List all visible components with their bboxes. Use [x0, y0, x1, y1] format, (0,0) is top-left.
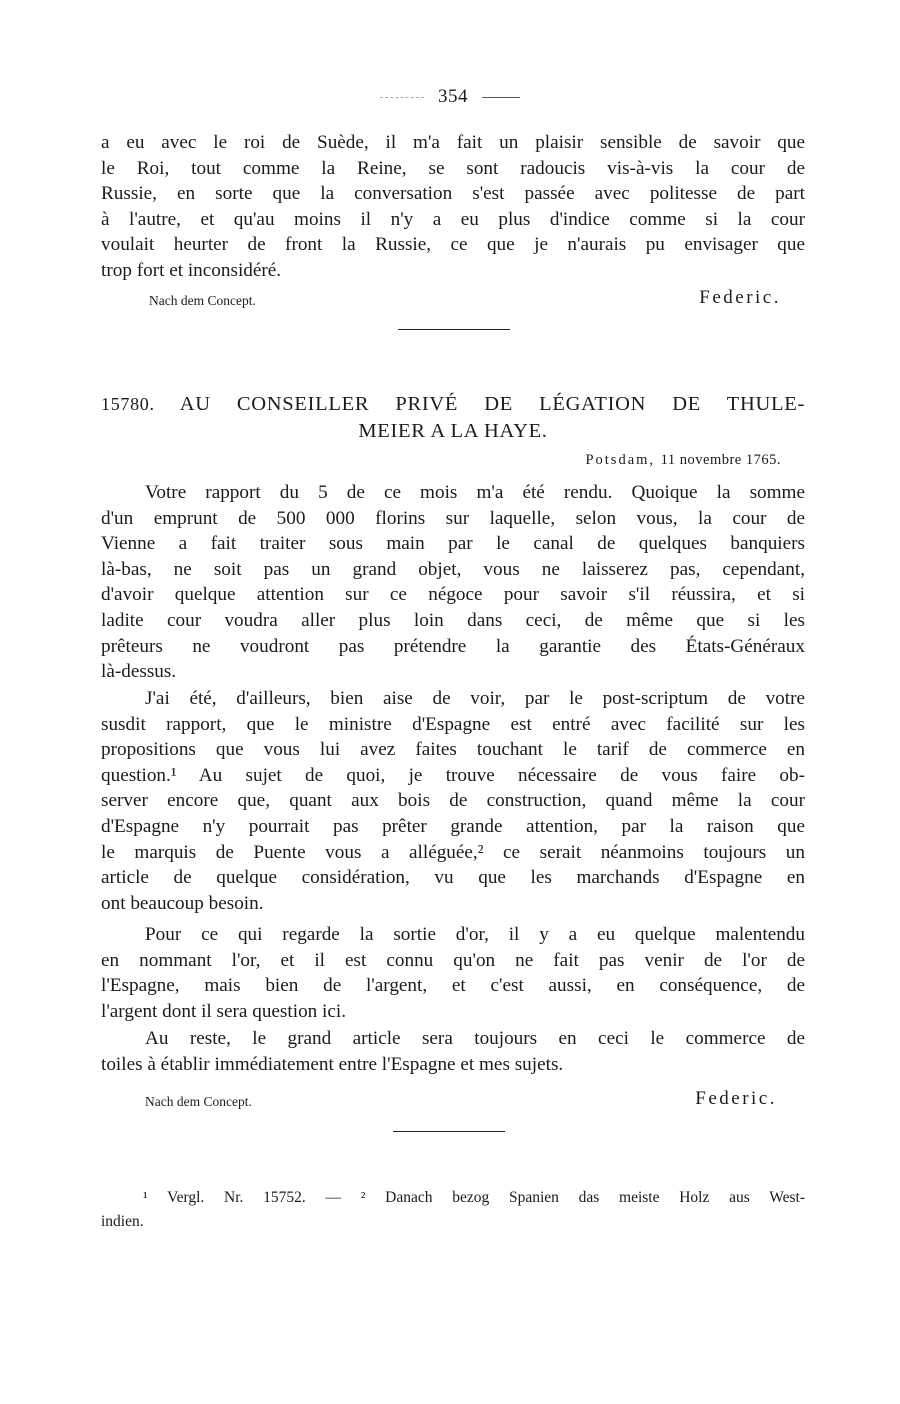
footnote-line: ¹ Vergl. Nr. 15752. — ² Danach bezog Spanien das meiste Holz aus West- [143, 1189, 805, 1206]
text-line: J'ai été, d'ailleurs, bien aise de voir, par le post-scriptum de votre [145, 688, 805, 709]
header-rule-left [380, 97, 424, 98]
text-line: toiles à établir immédiatement entre l'Espagne et mes sujets. [101, 1053, 564, 1075]
section-divider [398, 329, 510, 330]
footnotes [101, 1186, 805, 1234]
text-line: Votre rapport du 5 de ce mois m'a été rendu. Quoique la somme [145, 482, 805, 503]
paragraph-1 [101, 480, 805, 685]
text-line: d'Espagne n'y pourrait pas prêter grande attention, par la raison que [101, 815, 805, 837]
text-line: voulait heurter de front la Russie, ce que je n'aurais pu envisager que [101, 234, 805, 256]
text-line: le marquis de Puente vous a alléguée,² ce serait néanmoins toujours un [101, 841, 805, 863]
section-divider [393, 1131, 505, 1132]
paragraph-4 [101, 1026, 805, 1077]
text-line: l'argent dont il sera question ici. [101, 1000, 347, 1022]
text-line: d'un emprunt de 500 000 florins sur laquelle, selon vous, la cour de [101, 507, 805, 529]
text-line: propositions que vous lui avez faites touchant le tarif de commerce en [101, 739, 805, 761]
source-note: Nach dem Concept. [149, 293, 256, 308]
place-and-date [585, 452, 781, 469]
paragraph-2 [101, 686, 805, 916]
continuation-closing [149, 285, 781, 309]
source-note: Nach dem Concept. [145, 1094, 252, 1109]
letter-place: Potsdam, [585, 452, 656, 468]
text-line: là-bas, ne soit pas un grand objet, vous ne laisserez pas, cependant, [101, 558, 805, 580]
text-line: d'avoir quelque attention sur ce négoce pour savoir s'il réussira, et si [101, 584, 805, 606]
text-line: a eu avec le roi de Suède, il m'a fait un plaisir sensible de savoir que [101, 132, 805, 153]
text-line: server encore que, quant aux bois de construction, quand même la cour [101, 790, 805, 812]
page-number: 354 [438, 86, 468, 107]
text-line: Russie, en sorte que la conversation s'est passée avec politesse de part [101, 183, 805, 205]
letter-title-line [101, 391, 805, 418]
page-header [0, 86, 900, 108]
text-line: là-dessus. [101, 661, 177, 683]
text-line: article de quelque considération, vu que les marchands d'Espagne en [101, 867, 805, 889]
footnote-line: indien. [101, 1213, 144, 1230]
text-line: ladite cour voudra aller plus loin dans ceci, de même que si les [101, 609, 805, 631]
letter-closing [145, 1086, 777, 1110]
paragraph-3 [101, 922, 805, 1024]
signature: Federic. [695, 1088, 777, 1109]
text-line: prêteurs ne voudront pas prétendre la garantie des États-Généraux [101, 635, 805, 657]
text-line: le Roi, tout comme la Reine, se sont radoucis vis-à-vis la cour de [101, 157, 805, 179]
letter-title-2: MEIER A LA HAYE. [358, 420, 548, 442]
text-line: trop fort et inconsidéré. [101, 259, 282, 281]
text-line: en nommant l'or, et il est connu qu'on ne fait pas venir de l'or de [101, 949, 805, 971]
text-line: question.¹ Au sujet de quoi, je trouve nécessaire de vous faire ob- [101, 764, 805, 786]
letter-date: 11 novembre 1765. [660, 452, 781, 468]
text-line: ont beaucoup besoin. [101, 892, 264, 914]
text-line: Au reste, le grand article sera toujours en ceci le commerce de [145, 1028, 805, 1049]
header-rule-right [482, 97, 520, 98]
text-line: Pour ce qui regarde la sortie d'or, il y a eu quelque malentendu [145, 924, 805, 945]
letter-number: 15780. [101, 394, 155, 414]
letter-heading [101, 391, 805, 445]
text-line: l'Espagne, mais bien de l'argent, et c'est aussi, en conséquence, de [101, 975, 805, 997]
letter-title-1: AU CONSEILLER PRIVÉ DE LÉGATION DE THULE- [179, 393, 805, 415]
text-line: Vienne a fait traiter sous main par le canal de quelques banquiers [101, 533, 805, 555]
continuation-text [101, 130, 805, 284]
signature: Federic. [699, 287, 781, 308]
text-line: à l'autre, et qu'au moins il n'y a eu plus d'indice comme si la cour [101, 208, 805, 230]
text-line: susdit rapport, que le ministre d'Espagne est entré avec facilité sur les [101, 713, 805, 735]
